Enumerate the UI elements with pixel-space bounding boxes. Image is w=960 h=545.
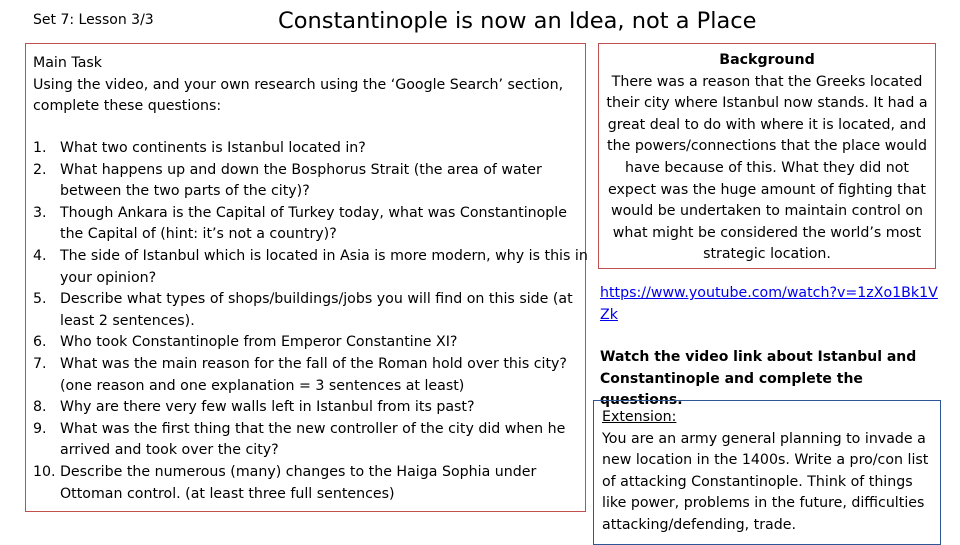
- questions-list: [33, 138, 593, 505]
- question-text: What two continents is Istanbul located in?: [60, 140, 366, 156]
- question-number: 10.: [33, 463, 56, 480]
- question-item: [33, 160, 593, 203]
- background-text: There was a reason that the Greeks located their city where Istanbul now stands. It had a great deal to do with where it is located, and the powers/connections that the place would have because of this. What they did not expect was the huge amount of fighting that would be undertaken to maintain control on what might be considered the world’s most strategic location.: [606, 73, 928, 263]
- question-item: [33, 354, 593, 397]
- video-link[interactable]: https://www.youtube.com/watch?v=1zXo1Bk1VZk: [600, 285, 938, 323]
- question-number: 1.: [33, 140, 47, 156]
- main-task-intro: Using the video, and your own research using the ‘Google Search’ section, complete these questions:: [33, 76, 564, 115]
- question-number: 3.: [33, 204, 47, 221]
- question-item: [33, 332, 593, 354]
- question-text: Describe what types of shops/buildings/jobs you will find on this side (at least 2 sentences).: [60, 291, 573, 329]
- question-text: Though Ankara is the Capital of Turkey today, what was Constantinople the Capital of (hint: it’s not a country)?: [60, 204, 567, 243]
- main-task-title: Main Task: [33, 55, 102, 71]
- extension-box: [593, 400, 941, 545]
- question-text: What was the first thing that the new controller of the city did when he arrived and took over the city?: [60, 420, 566, 459]
- question-item: [33, 419, 593, 462]
- lesson-label: Set 7: Lesson 3/3: [33, 12, 154, 28]
- question-number: 8.: [33, 399, 47, 416]
- question-text: What was the main reason for the fall of the Roman hold over this city? (one reason and one explanation = 3 sentences at least): [60, 355, 567, 394]
- question-text: What happens up and down the Bosphorus Strait (the area of water between the two parts of the city)?: [60, 161, 542, 200]
- question-number: 4.: [33, 247, 47, 264]
- question-number: 6.: [33, 334, 47, 351]
- extension-title: Extension:: [602, 409, 677, 425]
- page-title: Constantinople is now an Idea, not a Place: [278, 8, 757, 34]
- question-item: [33, 138, 593, 160]
- background-title: Background: [719, 52, 815, 68]
- question-number: 9.: [33, 420, 47, 437]
- question-item: [33, 246, 593, 289]
- question-item: [33, 397, 593, 419]
- question-text: Who took Constantinople from Emperor Constantine XI?: [60, 334, 458, 351]
- question-number: 5.: [33, 291, 47, 308]
- question-text: Describe the numerous (many) changes to the Haiga Sophia under Ottoman control. (at least three full sentences): [60, 463, 537, 502]
- main-task-intro-block: [33, 53, 578, 118]
- question-text: Why are there very few walls left in Istanbul from its past?: [60, 399, 475, 416]
- background-box: [598, 43, 936, 269]
- question-item: [33, 203, 593, 246]
- question-text: The side of Istanbul which is located in Asia is more modern, why is this in your opinion?: [60, 247, 588, 286]
- question-item: [33, 289, 593, 332]
- extension-text: You are an army general planning to invade a new location in the 1400s. Write a pro/con list of attacking Constantinople. Think of things like power, problems in the future, difficulties attacking/defending, trade.: [602, 430, 929, 533]
- question-number: 2.: [33, 161, 47, 178]
- question-number: 7.: [33, 355, 47, 372]
- question-item: [33, 462, 593, 505]
- video-instruction: Watch the video link about Istanbul and Constantinople and complete the questions.: [600, 349, 917, 409]
